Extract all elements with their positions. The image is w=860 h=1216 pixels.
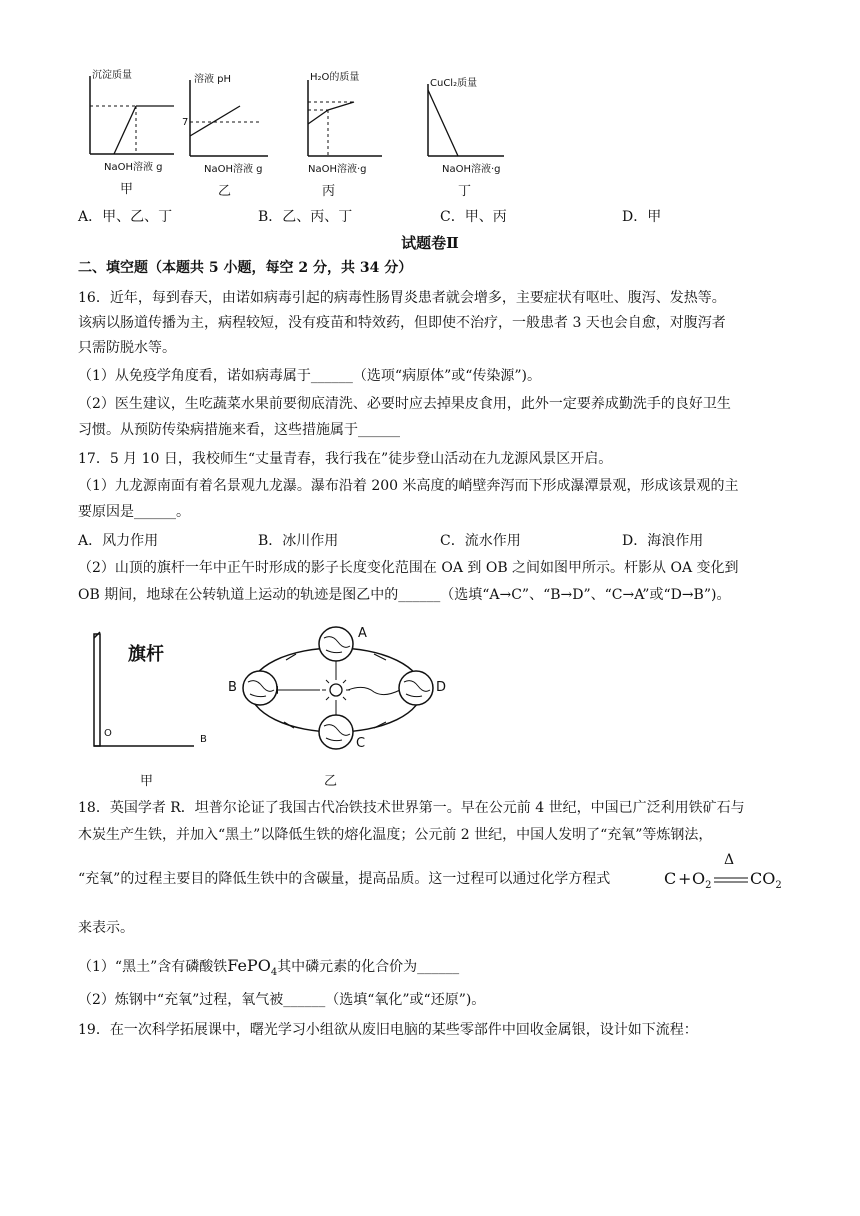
graph-bing-plot bbox=[298, 80, 398, 170]
orbit-label-a: A bbox=[358, 626, 367, 641]
q17-option-c: C．流水作用 bbox=[440, 533, 521, 549]
section-heading: 二、填空题（本题共 5 小题，每空 2 分，共 34 分） bbox=[78, 260, 413, 276]
graph-caption: 甲 bbox=[120, 182, 134, 197]
q18-line-2: 木炭生产生铁，并加入“黑土”以降低生铁的熔化温度；公元前 2 世纪，中国人发明了“充氧”等炼钢法， bbox=[78, 827, 713, 843]
graph-yi-plot bbox=[178, 80, 278, 170]
q16-line-1: 16．近年，每到春天，由诺如病毒引起的病毒性肠胃炎患者就会增多，主要症状有呕吐、腹泻、发热等。 bbox=[78, 290, 726, 306]
figure-caption-jia: 甲 bbox=[140, 774, 154, 789]
graph-xlabel: NaOH溶液·g bbox=[308, 164, 367, 175]
figure-flagpole bbox=[86, 630, 216, 760]
graph-ylabel: 溶液 pH bbox=[194, 74, 232, 85]
q18-line-4: 来表示。 bbox=[78, 920, 134, 936]
q18-sub-2: （2）炼钢中“充氧”过程，氧气被______（选填“氧化”或“还原”)。 bbox=[78, 992, 486, 1008]
graph-ylabel: H₂O的质量 bbox=[310, 72, 360, 83]
q17-option-a: A．风力作用 bbox=[78, 533, 159, 549]
graph-jia bbox=[78, 66, 178, 196]
flagpole-b-label: B bbox=[200, 734, 207, 745]
q15-option-c: C．甲、丙 bbox=[440, 209, 507, 225]
figure-orbit bbox=[224, 624, 454, 764]
q19-line-1: 19．在一次科学拓展课中，曙光学习小组欲从废旧电脑的某些零部件中回收金属银，设计如下流程： bbox=[78, 1022, 698, 1038]
graph-tick-7: 7 bbox=[182, 117, 189, 128]
orbit-label-b: B bbox=[228, 680, 237, 695]
graph-jia-plot bbox=[78, 76, 178, 166]
equation-delta: Δ bbox=[724, 852, 735, 868]
flagpole-label: 旗杆 bbox=[128, 644, 164, 665]
figure-caption-yi: 乙 bbox=[324, 774, 338, 789]
q17-sub-1b: 要原因是______。 bbox=[78, 504, 190, 520]
q16-sub-1: （1）从免疫学角度看，诺如病毒属于______（选项“病原体”或“传染源”)。 bbox=[78, 368, 541, 384]
q18-line-3: “充氧”的过程主要目的降低生铁中的含碳量，提高品质。这一过程可以通过化学方程式 bbox=[78, 871, 611, 887]
graph-ding bbox=[424, 66, 524, 199]
graph-ylabel: CuCl₂质量 bbox=[430, 78, 478, 89]
q16-sub-2b: 习惯。从预防传染病措施来看，这些措施属于______ bbox=[78, 422, 400, 438]
graph-caption: 乙 bbox=[218, 184, 232, 199]
q18-equation: C + $O_2$ Δ $CO_2$ bbox=[664, 852, 782, 892]
paper-title: 试题卷Ⅱ bbox=[401, 234, 459, 252]
orbit-label-c: C bbox=[356, 736, 366, 751]
graph-caption: 丁 bbox=[458, 184, 472, 199]
q17-option-d: D．海浪作用 bbox=[622, 533, 704, 549]
q16-line-3: 只需防脱水等。 bbox=[78, 340, 176, 356]
graph-bing bbox=[298, 66, 398, 199]
q15-option-a: A．甲、乙、丁 bbox=[78, 209, 173, 225]
q17-sub-1a: （1）九龙源南面有着名景观九龙瀑。瀑布沿着 200 米高度的峭壁奔泻而下形成瀑潭景观，形成该景观的主 bbox=[78, 478, 739, 494]
q18-sub-1a: （1）“黑土”含有磷酸铁 bbox=[78, 959, 228, 975]
graph-xlabel: NaOH溶液 g bbox=[104, 162, 163, 173]
q18-line-1: 18．英国学者 R．坦普尔论证了我国古代冶铁技术世界第一。早在公元前 4 世纪，中国已广泛利用铁矿石与 bbox=[78, 800, 745, 816]
orbit-label-d: D bbox=[436, 680, 447, 695]
q17-sub-2b: OB 期间，地球在公转轨道上运动的轨迹是图乙中的______（选填“A→C”、“B→D”、“C→A”或“D→B”)。 bbox=[78, 587, 731, 603]
graph-caption: 丙 bbox=[322, 184, 336, 199]
q17-line-1: 17．5 月 10 日，我校师生“丈量青春，我行我在”徒步登山活动在九龙源风景区开启。 bbox=[78, 451, 613, 467]
graph-xlabel: NaOH溶液·g bbox=[442, 164, 501, 175]
q18-sub-1b: 其中磷元素的化合价为______ bbox=[277, 959, 460, 975]
graph-ylabel: 沉淀质量 bbox=[92, 70, 132, 81]
q17-sub-2a: （2）山顶的旗杆一年中正午时形成的影子长度变化范围在 OA 到 OB 之间如图甲所示。杆影从 OA 变化到 bbox=[78, 560, 739, 576]
q16-line-2: 该病以肠道传播为主，病程较短，没有疫苗和特效药，但即使不治疗，一般患者 3 天也会自愈，对腹泻者 bbox=[78, 315, 726, 331]
q15-option-b: B．乙、丙、丁 bbox=[258, 209, 353, 225]
q15-option-d: D．甲 bbox=[622, 209, 662, 225]
flagpole-o-label: O bbox=[104, 728, 112, 739]
graph-xlabel: NaOH溶液 g bbox=[204, 164, 263, 175]
q18-sub-1: （1）“黑土”含有磷酸铁FePO$_4$其中磷元素的化合价为______ bbox=[78, 956, 460, 979]
graph-yi bbox=[178, 66, 278, 199]
q16-sub-2a: （2）医生建议，生吃蔬菜水果前要彻底清洗、必要时应去掉果皮食用，此外一定要养成勤洗手的良好卫生 bbox=[78, 396, 731, 412]
orbit-drawing bbox=[224, 624, 454, 764]
q17-option-b: B．冰川作用 bbox=[258, 533, 339, 549]
